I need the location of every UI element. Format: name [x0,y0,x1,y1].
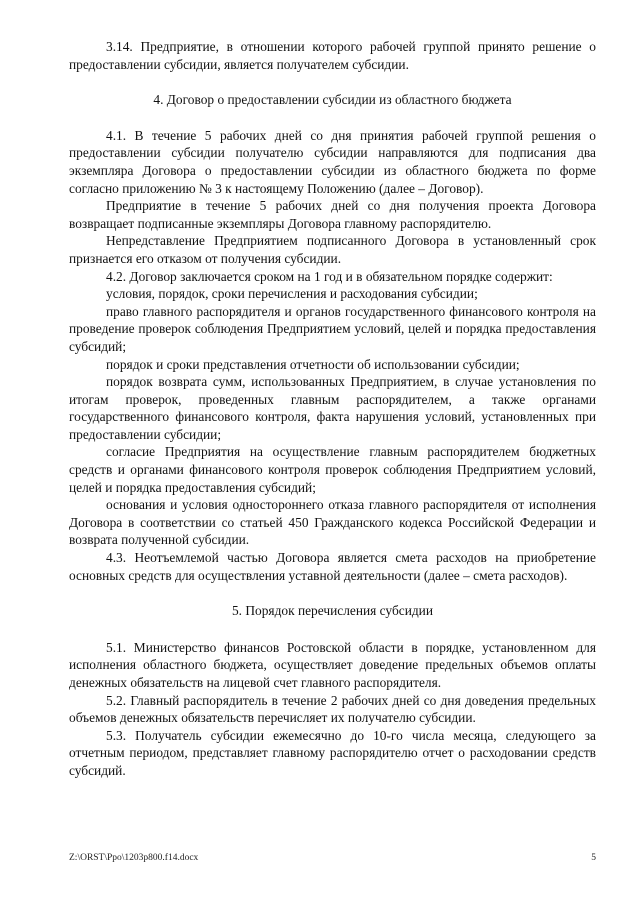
list-item: согласие Предприятия на осуществление главным распорядителем бюджетных средств и органами финансового контроля проверок соблюдения Предприятием условий, целей и порядка предоставления субсидий; [69,444,596,495]
list-item: основания и условия одностороннего отказа главного распорядителя от исполнения Договора в соответствии со статьей 450 Гражданского кодекса Российской Федерации и возврата полученной субсидии. [69,497,596,548]
paragraph-4-2: 4.2. Договор заключается сроком на 1 год и в обязательном порядке содержит: [106,268,553,284]
paragraph-5-2: 5.2. Главный распорядитель в течение 2 рабочих дней со дня доведения предельных объемов денежных обязательств перечисляет их получателю субсидии. [69,692,596,726]
list-item: порядок возврата сумм, использованных Предприятием, в случае установления по итогам проверок, проведенных главным распорядителем, а также органами государственного финансового контроля, факта нарушения условий, установленных при предоставлении субсидии; [69,374,596,442]
paragraph-5-3: 5.3. Получатель субсидии ежемесячно до 10-го числа месяца, следующего за отчетным периодом, представляет главному распорядителю отчет о расходовании средств субсидий. [69,727,596,778]
paragraph-4-3: 4.3. Неотъемлемой частью Договора является смета расходов на приобретение основных средств для осуществления уставной деятельности (далее – смета расходов). [69,550,596,583]
section-5-title: 5. Порядок перечисления субсидии [231,603,434,619]
list-item: право главного распорядителя и органов государственного финансового контроля на проведение проверок соблюдения Предприятием условий, целей и порядка предоставления субсидий; [69,303,596,354]
paragraph-5-1: 5.1. Министерство финансов Ростовской области в порядке, установленном для исполнения областного бюджета, осуществляет доведение предельных объемов оплаты денежных обязательств на лицевой счет главного распорядителя. [69,639,596,690]
page-number: 5 [591,853,596,863]
list-item: условия, порядок, сроки перечисления и расходования субсидии; [106,286,478,302]
section-4-title: 4. Договор о предоставлении субсидии из областного бюджета [153,92,512,108]
page-footer [69,853,596,863]
paragraph-3-14: 3.14. Предприятие, в отношении которого рабочей группой принято решение о предоставлении субсидии, является получателем субсидии. [69,39,596,72]
list-item: порядок и сроки представления отчетности об использовании субсидии; [106,356,520,372]
paragraph: Непредставление Предприятием подписанного Договора в установленный срок признается его отказом от получения субсидии. [69,233,596,266]
paragraph-4-1: 4.1. В течение 5 рабочих дней со дня принятия рабочей группой решения о предоставлении субсидии получателю субсидии направляются для подписания два экземпляра Договора о предоставлении субсидии из областного бюджета по форме согласно приложению № 3 к настоящему Положению (далее – Договор). [69,127,596,196]
file-path: Z:\ORST\Ppo\1203p800.f14.docx [69,853,199,863]
paragraph: Предприятие в течение 5 рабочих дней со дня получения проекта Договора возвращает подписанные экземпляры Договора главному распорядителю. [69,198,596,231]
